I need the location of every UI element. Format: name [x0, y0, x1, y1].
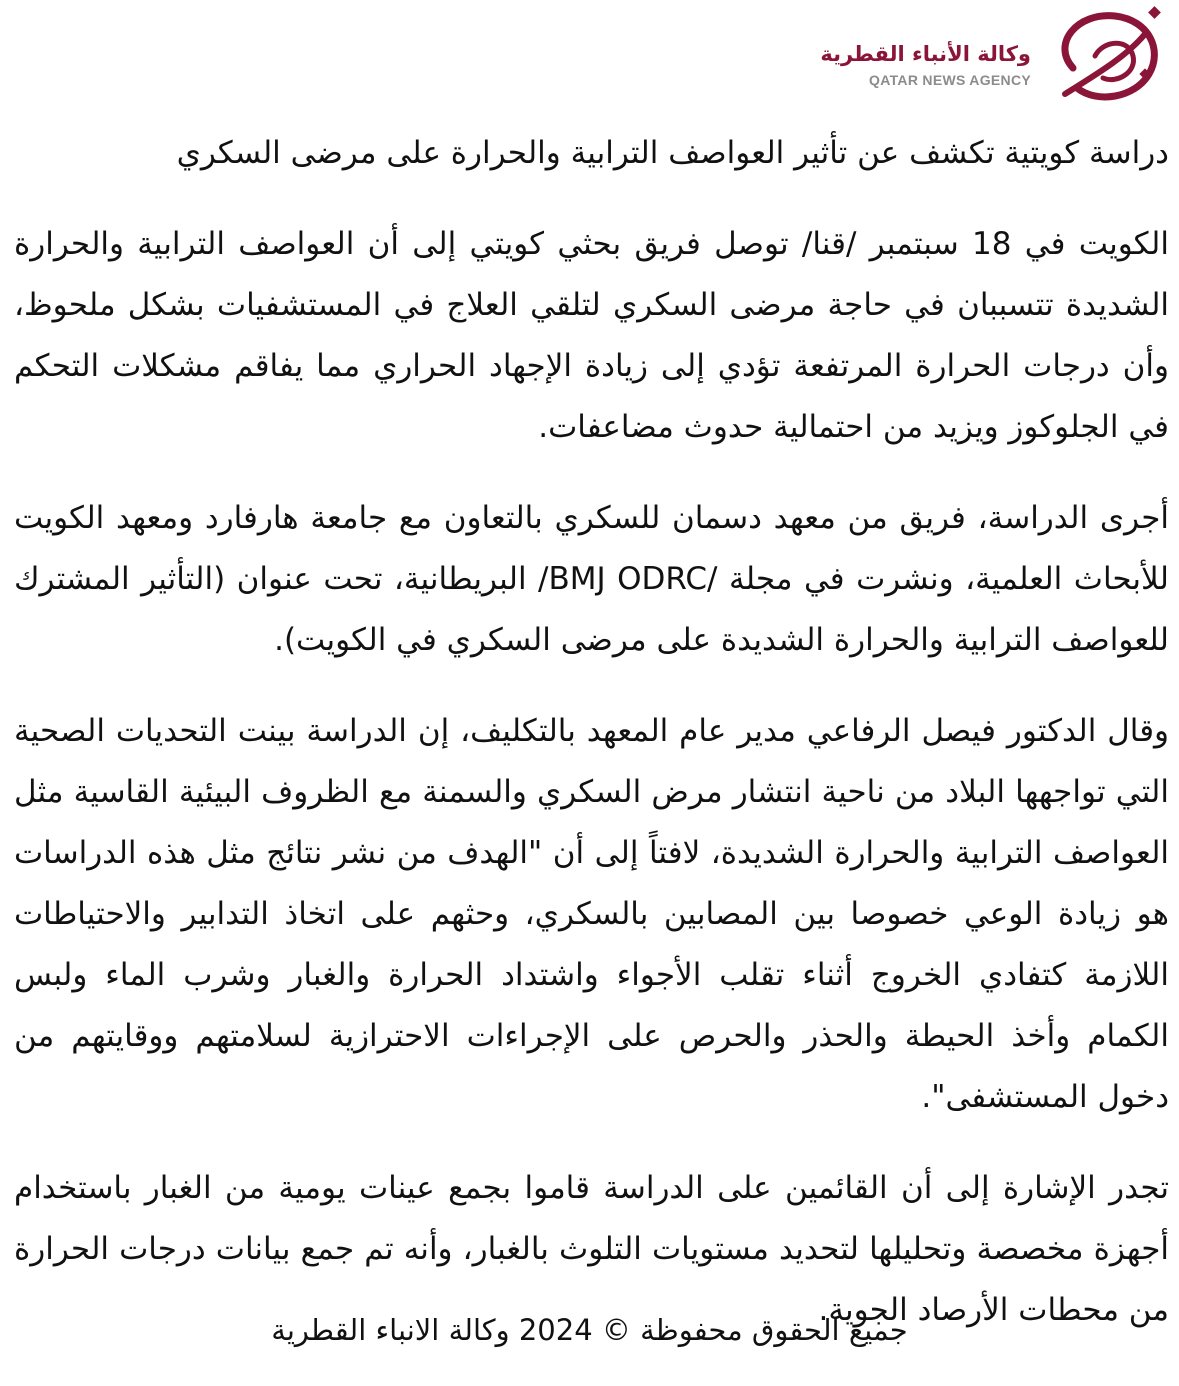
article-paragraph-2: أجرى الدراسة، فريق من معهد دسمان للسكري بالتعاون مع جامعة هارفارد ومعهد الكويت للأبحاث العلمية، ونشرت في مجلة /BMJ ODRC/ البريطانية، تحت عنوان (التأثير المشترك للعواصف الترابية والحرارة الشديدة على مرضى السكري في الكويت). — [14, 500, 1169, 658]
article — [14, 120, 1169, 1341]
logo-text-english: QATAR NEWS AGENCY — [869, 72, 1031, 88]
qna-swirl-logo-icon — [1037, 4, 1169, 108]
article-paragraph-3: وقال الدكتور فيصل الرفاعي مدير عام المعهد بالتكليف، إن الدراسة بينت التحديات الصحية التي تواجهها البلاد من ناحية انتشار مرض السكري والسمنة مع الظروف البيئية القاسية مثل العواصف الترابية والحرارة الشديدة، لافتاً إلى أن "الهدف من نشر نتائج مثل هذه الدراسات هو زيادة الوعي خصوصا بين المصابين بالسكري، وحثهم على اتخاذ التدابير والاحتياطات اللازمة كتفادي الخروج أثناء تقلب الأجواء واشتداد الحرارة والغبار وشرب الماء ولبس الكمام وأخذ الحيطة والحذر والحرص على الإجراءات الاحترازية لسلامتهم ووقايتهم من دخول المستشفى". — [14, 713, 1169, 1115]
article-paragraph-1: الكويت في 18 سبتمبر /قنا/ توصل فريق بحثي كويتي إلى أن العواصف الترابية والحرارة الشديدة تتسببان في حاجة مرضى السكري لتلقي العلاج في المستشفيات بشكل ملحوظ، وأن درجات الحرارة المرتفعة تؤدي إلى زيادة الإجهاد الحراري مما يفاقم مشكلات التحكم في الجلوكوز ويزيد من احتمالية حدوث مضاعفات. — [14, 226, 1169, 445]
article-paragraph-4: تجدر الإشارة إلى أن القائمين على الدراسة قاموا بجمع عينات يومية من الغبار باستخدام أجهزة مخصصة وتحليلها لتحديد مستويات التلوث بالغبار، وأنه تم جمع بيانات درجات الحرارة من محطات الأرصاد الجوية. — [14, 1170, 1169, 1328]
header — [0, 0, 1179, 120]
article-title: دراسة كويتية تكشف عن تأثير العواصف الترابية والحرارة على مرضى السكري — [176, 135, 1169, 171]
footer-copyright: جميع الحقوق محفوظة © 2024 وكالة الانباء القطرية — [271, 1313, 908, 1347]
qna-logo[interactable] — [820, 4, 1169, 108]
logo-text-arabic: وكالة الأنباء القطرية — [820, 42, 1031, 66]
